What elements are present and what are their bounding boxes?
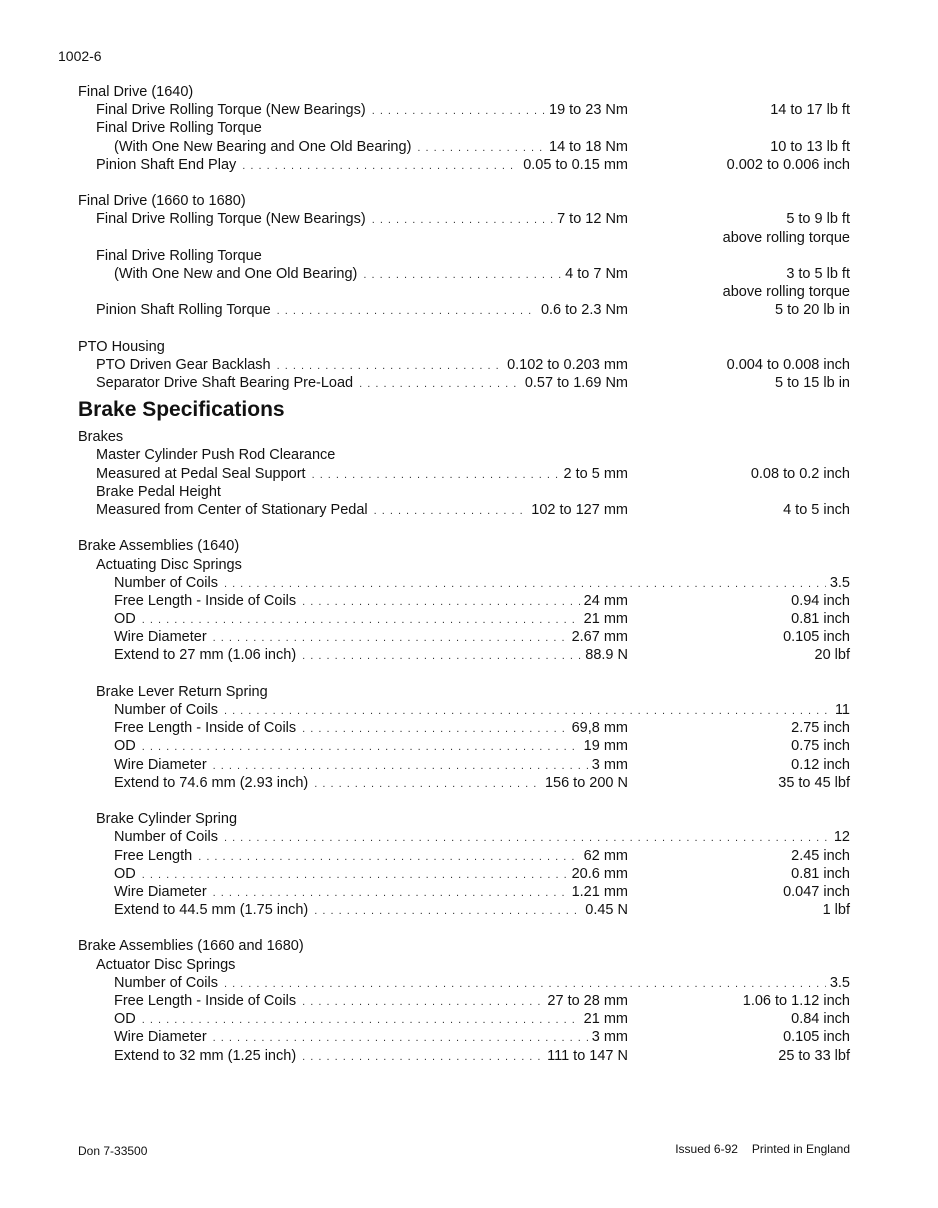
spec-label: Number of Coils <box>114 702 218 718</box>
spec-row <box>0 446 938 464</box>
spec-row <box>0 574 938 592</box>
spec-row <box>0 501 938 519</box>
imperial-value: 0.81 inch <box>791 611 850 628</box>
footer-print-info <box>661 1142 850 1156</box>
spec-row <box>0 465 938 483</box>
subsection-title: Brake Cylinder Spring <box>96 811 238 828</box>
spec-label: Number of Coils <box>114 574 218 591</box>
spec-label: Extend to 74.6 mm (2.93 inch) <box>114 774 309 791</box>
spec-row <box>0 737 938 755</box>
metric-value: 19 to 23 Nm <box>549 102 628 119</box>
spec-row <box>0 119 938 137</box>
imperial-value: 0.12 inch <box>791 756 850 773</box>
imperial-value: 14 to 17 lb ft <box>770 102 850 119</box>
spec-row <box>0 810 938 828</box>
imperial-value: 10 to 13 lb ft <box>770 138 850 155</box>
spec-label: Wire Diameter <box>114 756 207 773</box>
spec-row <box>0 992 938 1010</box>
spec-row <box>0 956 938 974</box>
spec-value: 12 <box>833 829 850 846</box>
spec-row <box>0 229 938 247</box>
imperial-value: 0.105 inch <box>783 1029 850 1046</box>
section-title: PTO Housing <box>78 338 165 355</box>
spec-row <box>0 1028 938 1046</box>
metric-value: 69,8 mm <box>571 720 628 737</box>
spec-row <box>0 719 938 737</box>
metric-value: 21 mm <box>583 611 628 628</box>
imperial-value: 0.002 to 0.006 inch <box>726 156 850 173</box>
spec-label: Brake Pedal Height <box>96 483 221 500</box>
section-title: Brake Assemblies (1640) <box>78 538 240 555</box>
imperial-value: 1 lbf <box>822 902 850 919</box>
metric-value: 0.57 to 1.69 Nm <box>524 375 628 391</box>
imperial-note: above rolling torque <box>722 229 850 246</box>
spec-label: Pinion Shaft Rolling Torque <box>96 302 271 319</box>
subsection-title: Actuating Disc Springs <box>96 556 242 573</box>
imperial-value: 0.75 inch <box>791 738 850 755</box>
metric-value: 21 mm <box>583 1011 628 1028</box>
spec-row <box>0 1010 938 1028</box>
subsection-title: Brake Lever Return Spring <box>96 683 268 700</box>
spec-label: Final Drive Rolling Torque <box>96 120 262 137</box>
spec-label: Final Drive Rolling Torque <box>96 247 262 264</box>
imperial-value: 4 to 5 inch <box>783 501 850 518</box>
spec-row <box>0 483 938 501</box>
spec-content <box>0 83 938 1065</box>
spec-row <box>0 101 938 119</box>
imperial-value: 0.004 to 0.008 inch <box>726 356 850 373</box>
spec-row <box>0 683 938 701</box>
spec-row <box>0 901 938 919</box>
imperial-value: 0.08 to 0.2 inch <box>750 465 850 482</box>
metric-value: 3 mm <box>591 756 628 773</box>
spec-row <box>0 628 938 646</box>
spec-row <box>0 592 938 610</box>
spec-row <box>0 156 938 174</box>
metric-value: 27 to 28 mm <box>547 993 628 1009</box>
spec-label: OD <box>114 865 136 882</box>
section-title: Final Drive (1640) <box>78 84 194 100</box>
imperial-value: 5 to 15 lb in <box>775 375 850 391</box>
imperial-value: 0.105 inch <box>783 629 850 646</box>
spec-label: Extend to 44.5 mm (1.75 inch) <box>114 902 309 919</box>
spec-row <box>0 283 938 301</box>
spec-row <box>0 774 938 792</box>
spec-label: Master Cylinder Push Rod Clearance <box>96 447 336 464</box>
spec-label: Wire Diameter <box>114 883 207 900</box>
imperial-value: 20 lbf <box>814 647 850 664</box>
spec-label: Final Drive Rolling Torque (New Bearings) <box>96 102 366 119</box>
metric-value: 14 to 18 Nm <box>549 138 628 155</box>
spec-row <box>0 974 938 992</box>
spec-row <box>0 556 938 574</box>
imperial-value: 2.75 inch <box>791 720 850 737</box>
spec-row <box>0 356 938 374</box>
spec-row <box>0 138 938 156</box>
spec-label: PTO Driven Gear Backlash <box>96 356 271 373</box>
spec-label: Extend to 27 mm (1.06 inch) <box>114 647 297 664</box>
imperial-value: 0.047 inch <box>783 883 850 900</box>
spec-value: 11 <box>834 702 850 718</box>
spec-row <box>0 646 938 664</box>
spec-row <box>0 865 938 883</box>
spec-row <box>0 701 938 719</box>
metric-value: 0.102 to 0.203 mm <box>507 356 628 373</box>
imperial-value: 1.06 to 1.12 inch <box>742 993 850 1009</box>
imperial-value: 5 to 9 lb ft <box>786 211 850 228</box>
spec-label: Pinion Shaft End Play <box>96 156 237 173</box>
imperial-value: 35 to 45 lbf <box>778 774 850 791</box>
spec-label: Wire Diameter <box>114 629 207 646</box>
metric-value: 0.05 to 0.15 mm <box>523 156 628 173</box>
spec-label: Number of Coils <box>114 829 218 846</box>
spec-label: Free Length - Inside of Coils <box>114 993 297 1009</box>
spec-label: Extend to 32 mm (1.25 inch) <box>114 1047 297 1064</box>
printed-in: Printed in England <box>751 1142 850 1156</box>
metric-value: 102 to 127 mm <box>531 501 628 518</box>
spec-label: Final Drive Rolling Torque (New Bearings) <box>96 211 366 228</box>
doc-number: Don 7-33500 <box>78 1144 148 1158</box>
spec-row <box>0 247 938 265</box>
metric-value: 7 to 12 Nm <box>557 211 628 228</box>
spec-label: Number of Coils <box>114 974 218 991</box>
spec-row <box>0 828 938 846</box>
metric-value: 88.9 N <box>585 647 628 664</box>
metric-value: 3 mm <box>591 1029 628 1046</box>
metric-value: 4 to 7 Nm <box>565 265 628 282</box>
brake-specifications-heading: Brake Specifications <box>78 398 285 422</box>
imperial-value: 3 to 5 lb ft <box>786 265 850 282</box>
imperial-value: 5 to 20 lb in <box>775 302 850 319</box>
imperial-value: 25 to 33 lbf <box>778 1047 850 1064</box>
page-number: 1002-6 <box>58 48 102 64</box>
spec-row <box>0 610 938 628</box>
issued-date: Issued 6-92 <box>675 1142 738 1156</box>
spec-label: OD <box>114 1011 136 1028</box>
metric-value: 19 mm <box>583 738 628 755</box>
imperial-value: 0.81 inch <box>791 865 850 882</box>
spec-row <box>0 265 938 283</box>
spec-value: 3.5 <box>829 574 850 591</box>
metric-value: 20.6 mm <box>571 865 628 882</box>
spec-label: Free Length - Inside of Coils <box>114 720 297 737</box>
section-title: Brakes <box>78 429 124 446</box>
imperial-note: above rolling torque <box>722 284 850 301</box>
spec-row <box>0 210 938 228</box>
spec-label: Free Length - Inside of Coils <box>114 592 297 609</box>
section-title: Final Drive (1660 to 1680) <box>78 193 246 210</box>
metric-value: 111 to 147 N <box>547 1047 628 1064</box>
imperial-value: 0.94 inch <box>791 592 850 609</box>
spec-label: Measured from Center of Stationary Pedal <box>96 501 368 518</box>
spec-label: (With One New and One Old Bearing) <box>114 265 358 282</box>
metric-value: 24 mm <box>583 592 628 609</box>
spec-label: Separator Drive Shaft Bearing Pre-Load <box>96 375 354 391</box>
spec-row <box>0 1047 938 1065</box>
spec-label: Free Length <box>114 847 193 864</box>
subsection-title: Actuator Disc Springs <box>96 956 236 973</box>
metric-value: 2 to 5 mm <box>563 465 628 482</box>
spec-label: OD <box>114 738 136 755</box>
imperial-value: 2.45 inch <box>791 847 850 864</box>
spec-row <box>0 847 938 865</box>
metric-value: 2.67 mm <box>571 629 628 646</box>
spec-row <box>0 883 938 901</box>
metric-value: 62 mm <box>583 847 628 864</box>
spec-label: (With One New Bearing and One Old Bearing) <box>114 138 412 155</box>
spec-label: Wire Diameter <box>114 1029 207 1046</box>
spec-value: 3.5 <box>829 974 850 991</box>
spec-row <box>0 301 938 319</box>
spec-row <box>0 756 938 774</box>
spec-label: Measured at Pedal Seal Support <box>96 465 306 482</box>
metric-value: 0.45 N <box>585 902 628 919</box>
section-title: Brake Assemblies (1660 and 1680) <box>78 938 304 955</box>
metric-value: 0.6 to 2.3 Nm <box>540 302 628 319</box>
imperial-value: 0.84 inch <box>791 1011 850 1028</box>
spec-label: OD <box>114 611 136 628</box>
metric-value: 156 to 200 N <box>544 774 628 791</box>
metric-value: 1.21 mm <box>571 883 628 900</box>
spec-row <box>0 374 938 392</box>
